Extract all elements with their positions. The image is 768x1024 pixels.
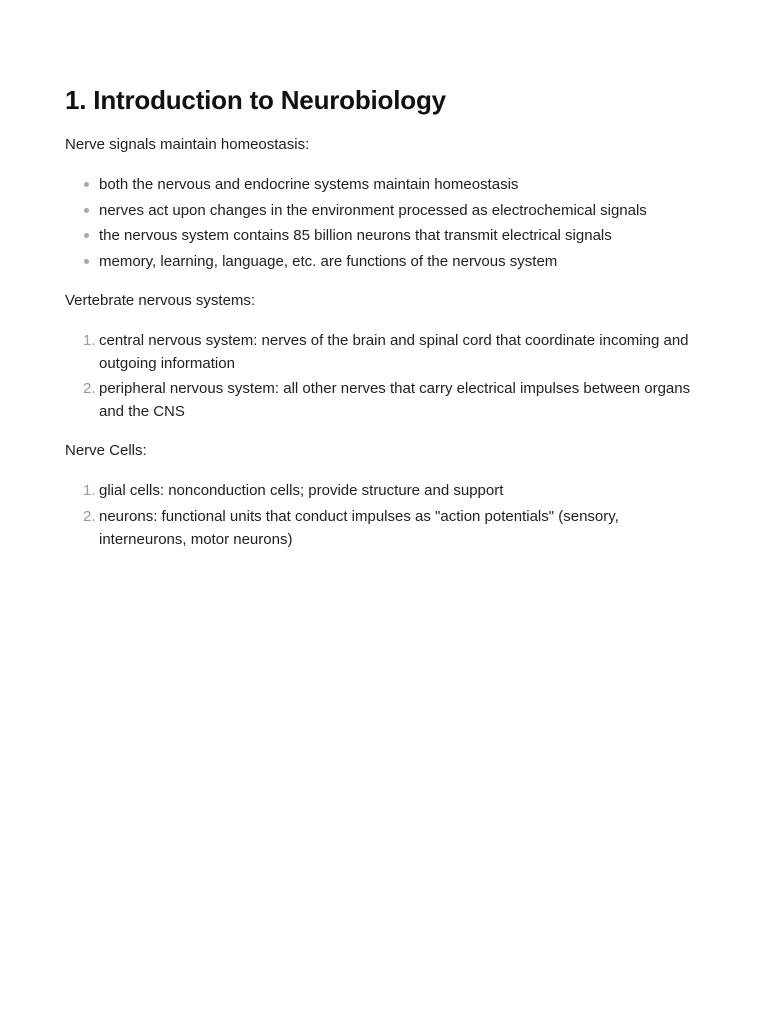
list-item-text: central nervous system: nerves of the brain and spinal cord that coordinate incoming and outgoing information [99,331,689,372]
numbered-list-nervous-systems [65,329,702,424]
section-intro-homeostasis: Nerve signals maintain homeostasis: [65,136,310,153]
list-item [65,224,702,247]
list-number: 1. [83,482,96,499]
list-item [65,250,702,273]
list-item [65,479,702,502]
list-item-text: nerves act upon changes in the environment processed as electrochemical signals [99,201,647,219]
bullet-marker [84,208,89,213]
bullet-marker [84,182,89,187]
list-item [65,377,702,423]
section-intro-nerve-cells: Nerve Cells: [65,442,147,459]
list-item [65,329,702,375]
list-item-text: peripheral nervous system: all other nerves that carry electrical impulses between organs and the CNS [99,380,691,420]
bullet-marker [84,259,89,264]
bullet-list-homeostasis [65,173,702,273]
bullet-marker [84,233,89,238]
numbered-list-nerve-cells [65,479,702,551]
list-item-text: neurons: functional units that conduct impulses as "action potentials" (sensory, interneurons, motor neurons) [99,507,619,548]
list-number: 2. [83,507,96,525]
list-number: 1. [83,331,96,349]
page-title: 1. Introduction to Neurobiology [65,85,446,115]
list-item-text: glial cells: nonconduction cells; provide structure and support [99,482,504,499]
list-number: 2. [83,380,96,397]
list-item-text: the nervous system contains 85 billion neurons that transmit electrical signals [99,227,612,244]
list-item-text: both the nervous and endocrine systems maintain homeostasis [99,176,519,193]
list-item [65,173,702,196]
list-item [65,199,702,222]
list-item [65,505,702,551]
list-item-text: memory, learning, language, etc. are functions of the nervous system [99,252,558,270]
section-intro-vertebrate-nervous-systems: Vertebrate nervous systems: [65,291,256,309]
